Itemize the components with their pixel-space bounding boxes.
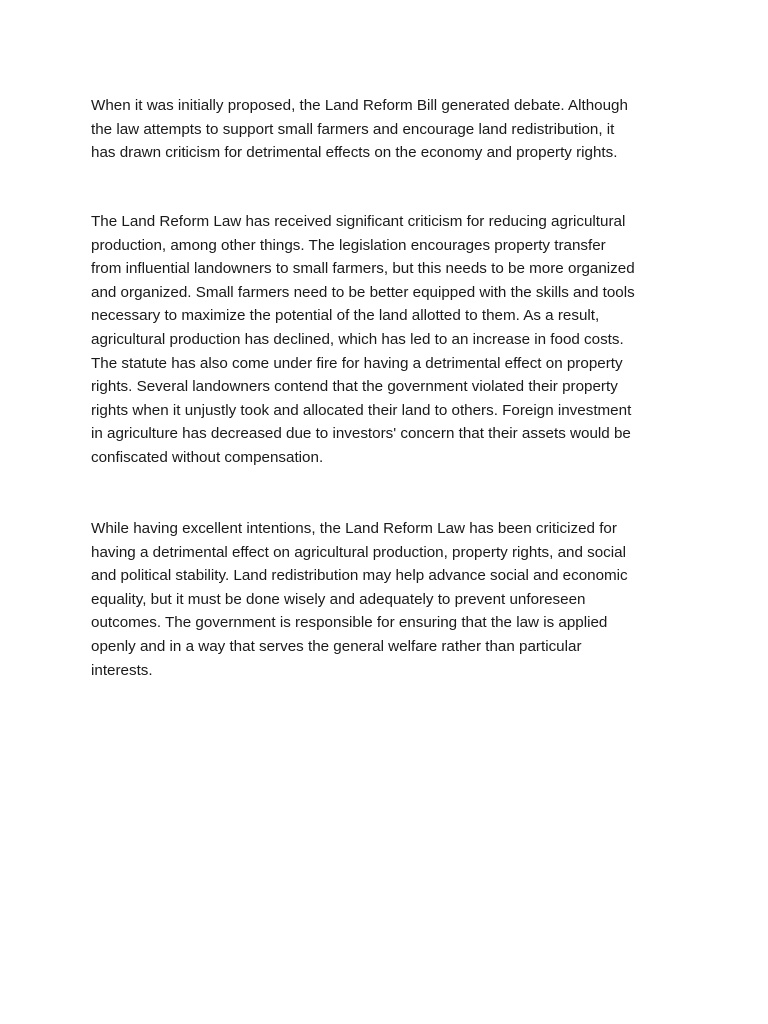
- text-line: rights when it unjustly took and allocated their land to others. Foreign investment: [91, 401, 632, 419]
- text-line: from influential landowners to small farmers, but this needs to be more organized: [91, 260, 635, 278]
- text-line: When it was initially proposed, the Land Reform Bill generated debate. Although: [91, 97, 628, 114]
- text-line: outcomes. The government is responsible for ensuring that the law is applied: [91, 614, 608, 632]
- text-line: rights. Several landowners contend that the government violated their property: [91, 378, 618, 396]
- paragraph-introduction: [91, 94, 681, 165]
- text-line: the law attempts to support small farmers and encourage land redistribution, it: [91, 120, 615, 138]
- text-line: interests.: [91, 661, 153, 679]
- text-line: necessary to maximize the potential of the land allotted to them. As a result,: [91, 307, 600, 325]
- text-line: and political stability. Land redistribution may help advance social and economic: [91, 567, 628, 585]
- text-line: openly and in a way that serves the general welfare rather than particular: [91, 637, 582, 655]
- text-line: The statute has also come under fire for having a detrimental effect on property: [91, 354, 623, 372]
- text-line: having a detrimental effect on agricultural production, property rights, and social: [91, 543, 626, 561]
- text-line: While having excellent intentions, the Land Reform Law has been criticized for: [91, 520, 617, 537]
- text-line: equality, but it must be done wisely and adequately to prevent unforeseen: [91, 590, 586, 608]
- paragraph-conclusion: [91, 517, 681, 682]
- text-line: has drawn criticism for detrimental effects on the economy and property rights.: [91, 144, 618, 162]
- text-line: confiscated without compensation.: [91, 448, 324, 466]
- text-line: and organized. Small farmers need to be better equipped with the skills and tools: [91, 283, 635, 301]
- text-line: agricultural production has declined, which has led to an increase in food costs.: [91, 330, 624, 348]
- text-line: The Land Reform Law has received significant criticism for reducing agricultural: [91, 213, 626, 230]
- text-line: in agriculture has decreased due to investors' concern that their assets would be: [91, 425, 631, 443]
- paragraph-criticism: [91, 210, 681, 470]
- text-line: production, among other things. The legislation encourages property transfer: [91, 236, 606, 254]
